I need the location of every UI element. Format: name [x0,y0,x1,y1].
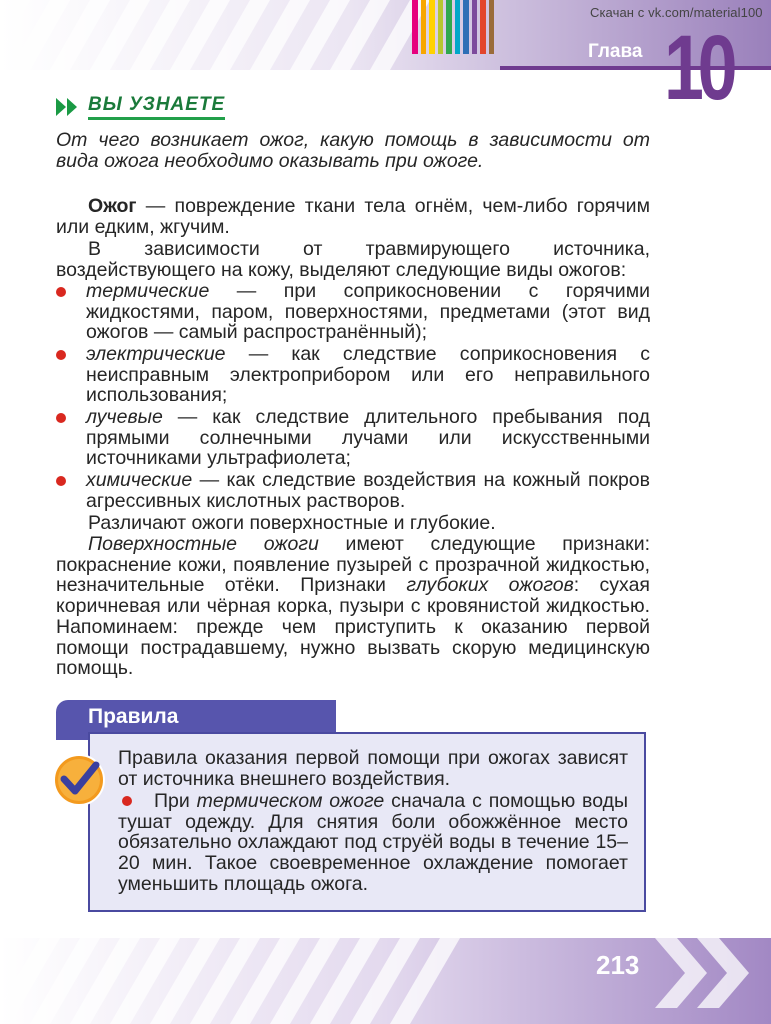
superficial-term: Поверхностные ожоги [88,533,319,555]
chapter-number: 10 [664,17,732,119]
bullet-dot [56,287,66,297]
pencil-stripe [472,0,478,54]
definition-text: — повреждение ткани тела огнём, чем-либо горячим или едким, жгучим. [56,195,650,238]
checkmark-icon [52,753,106,807]
pencil-stripe [463,0,469,54]
rules-title: Правила [88,705,179,728]
list-item [86,281,650,343]
pencil-decoration [412,0,494,54]
list-item [86,407,650,469]
definition-term: Ожог [88,195,137,217]
chapter-label: Глава [588,41,643,62]
definition-paragraph [56,196,650,237]
list-item-text: — при соприкосновении с горячими жидкостями, паром, поверхностями, предметами (этот вид ожогов — самый распространённый); [86,280,650,344]
bullet-dot [56,350,66,360]
rules-p2-pre: При [154,790,197,812]
learn-heading [56,94,225,120]
signs-paragraph [56,534,650,679]
list-item-term: электрические [86,343,226,365]
watermark: Скачан с vk.com/material100 [590,5,763,20]
pencil-stripe [446,0,452,54]
rules-p2-rest: сначала с помощью воды тушат одежду. Для снятия боли обожжённое место обязательно охлаждают под струёй воды в течение 15–20 мин. Такое своевременное охлаждение помогает уменьшить площадь ожога. [118,790,629,895]
bullet-dot [56,413,66,423]
learn-intro: От чего возникает ожог, какую помощь в зависимости от вида ожога необходимо оказывать при ожоге. [56,129,650,172]
bullet-dot [56,476,66,486]
list-item-term: термические [86,280,210,302]
double-arrow-icon [56,98,82,116]
pencil-stripe [489,0,495,54]
list-item-text: — как следствие длительного пребывания под прямыми солнечными лучами или искусственными источниками ультрафиолета; [86,406,650,470]
pencil-stripe [421,0,427,54]
types-intro: В зависимости от травмирующего источника, воздействующего на кожу, выделяют следующие виды ожогов: [56,238,650,281]
distinguish-paragraph: Различают ожоги поверхностные и глубокие. [88,512,496,534]
list-item-term: лучевые [86,406,163,428]
list-item-text: — как следствие соприкосновения с неисправным электроприбором или его неправильного использования; [86,343,650,407]
list-item-text: — как следствие воздействия на кожный покров агрессивных кислотных растворов. [86,469,650,512]
deep-term: глубоких ожогов [406,574,574,597]
next-page-arrows-icon [655,930,765,1016]
rules-paragraph-2 [118,791,628,895]
deep-text: : сухая коричневая или чёрная корка, пузыри с кровянистой жидкостью. Напоминаем: прежде чем приступить к оказанию первой помощи пострадавшему, нужно вызвать скорую медицинскую помощь. [56,574,650,680]
learn-label: ВЫ УЗНАЕТЕ [88,94,225,120]
superficial-text: имеют следующие признаки: покраснение кожи, появление пузырей с прозрачной жидкостью, незначительные отёки. Признаки [56,533,650,597]
pencil-stripe [438,0,444,54]
pencil-stripe [412,0,418,54]
rules-p2-term: термическом ожоге [196,790,385,812]
pencil-stripe [455,0,461,54]
page-number: 213 [596,950,640,980]
list-item [86,470,650,511]
pencil-stripe [429,0,435,54]
bullet-dot [122,796,132,806]
list-item [86,344,650,406]
list-item-term: химические [86,469,193,491]
pencil-stripe [480,0,486,54]
rules-paragraph-1: Правила оказания первой помощи при ожогах зависят от источника внешнего воздействия. [118,747,628,790]
